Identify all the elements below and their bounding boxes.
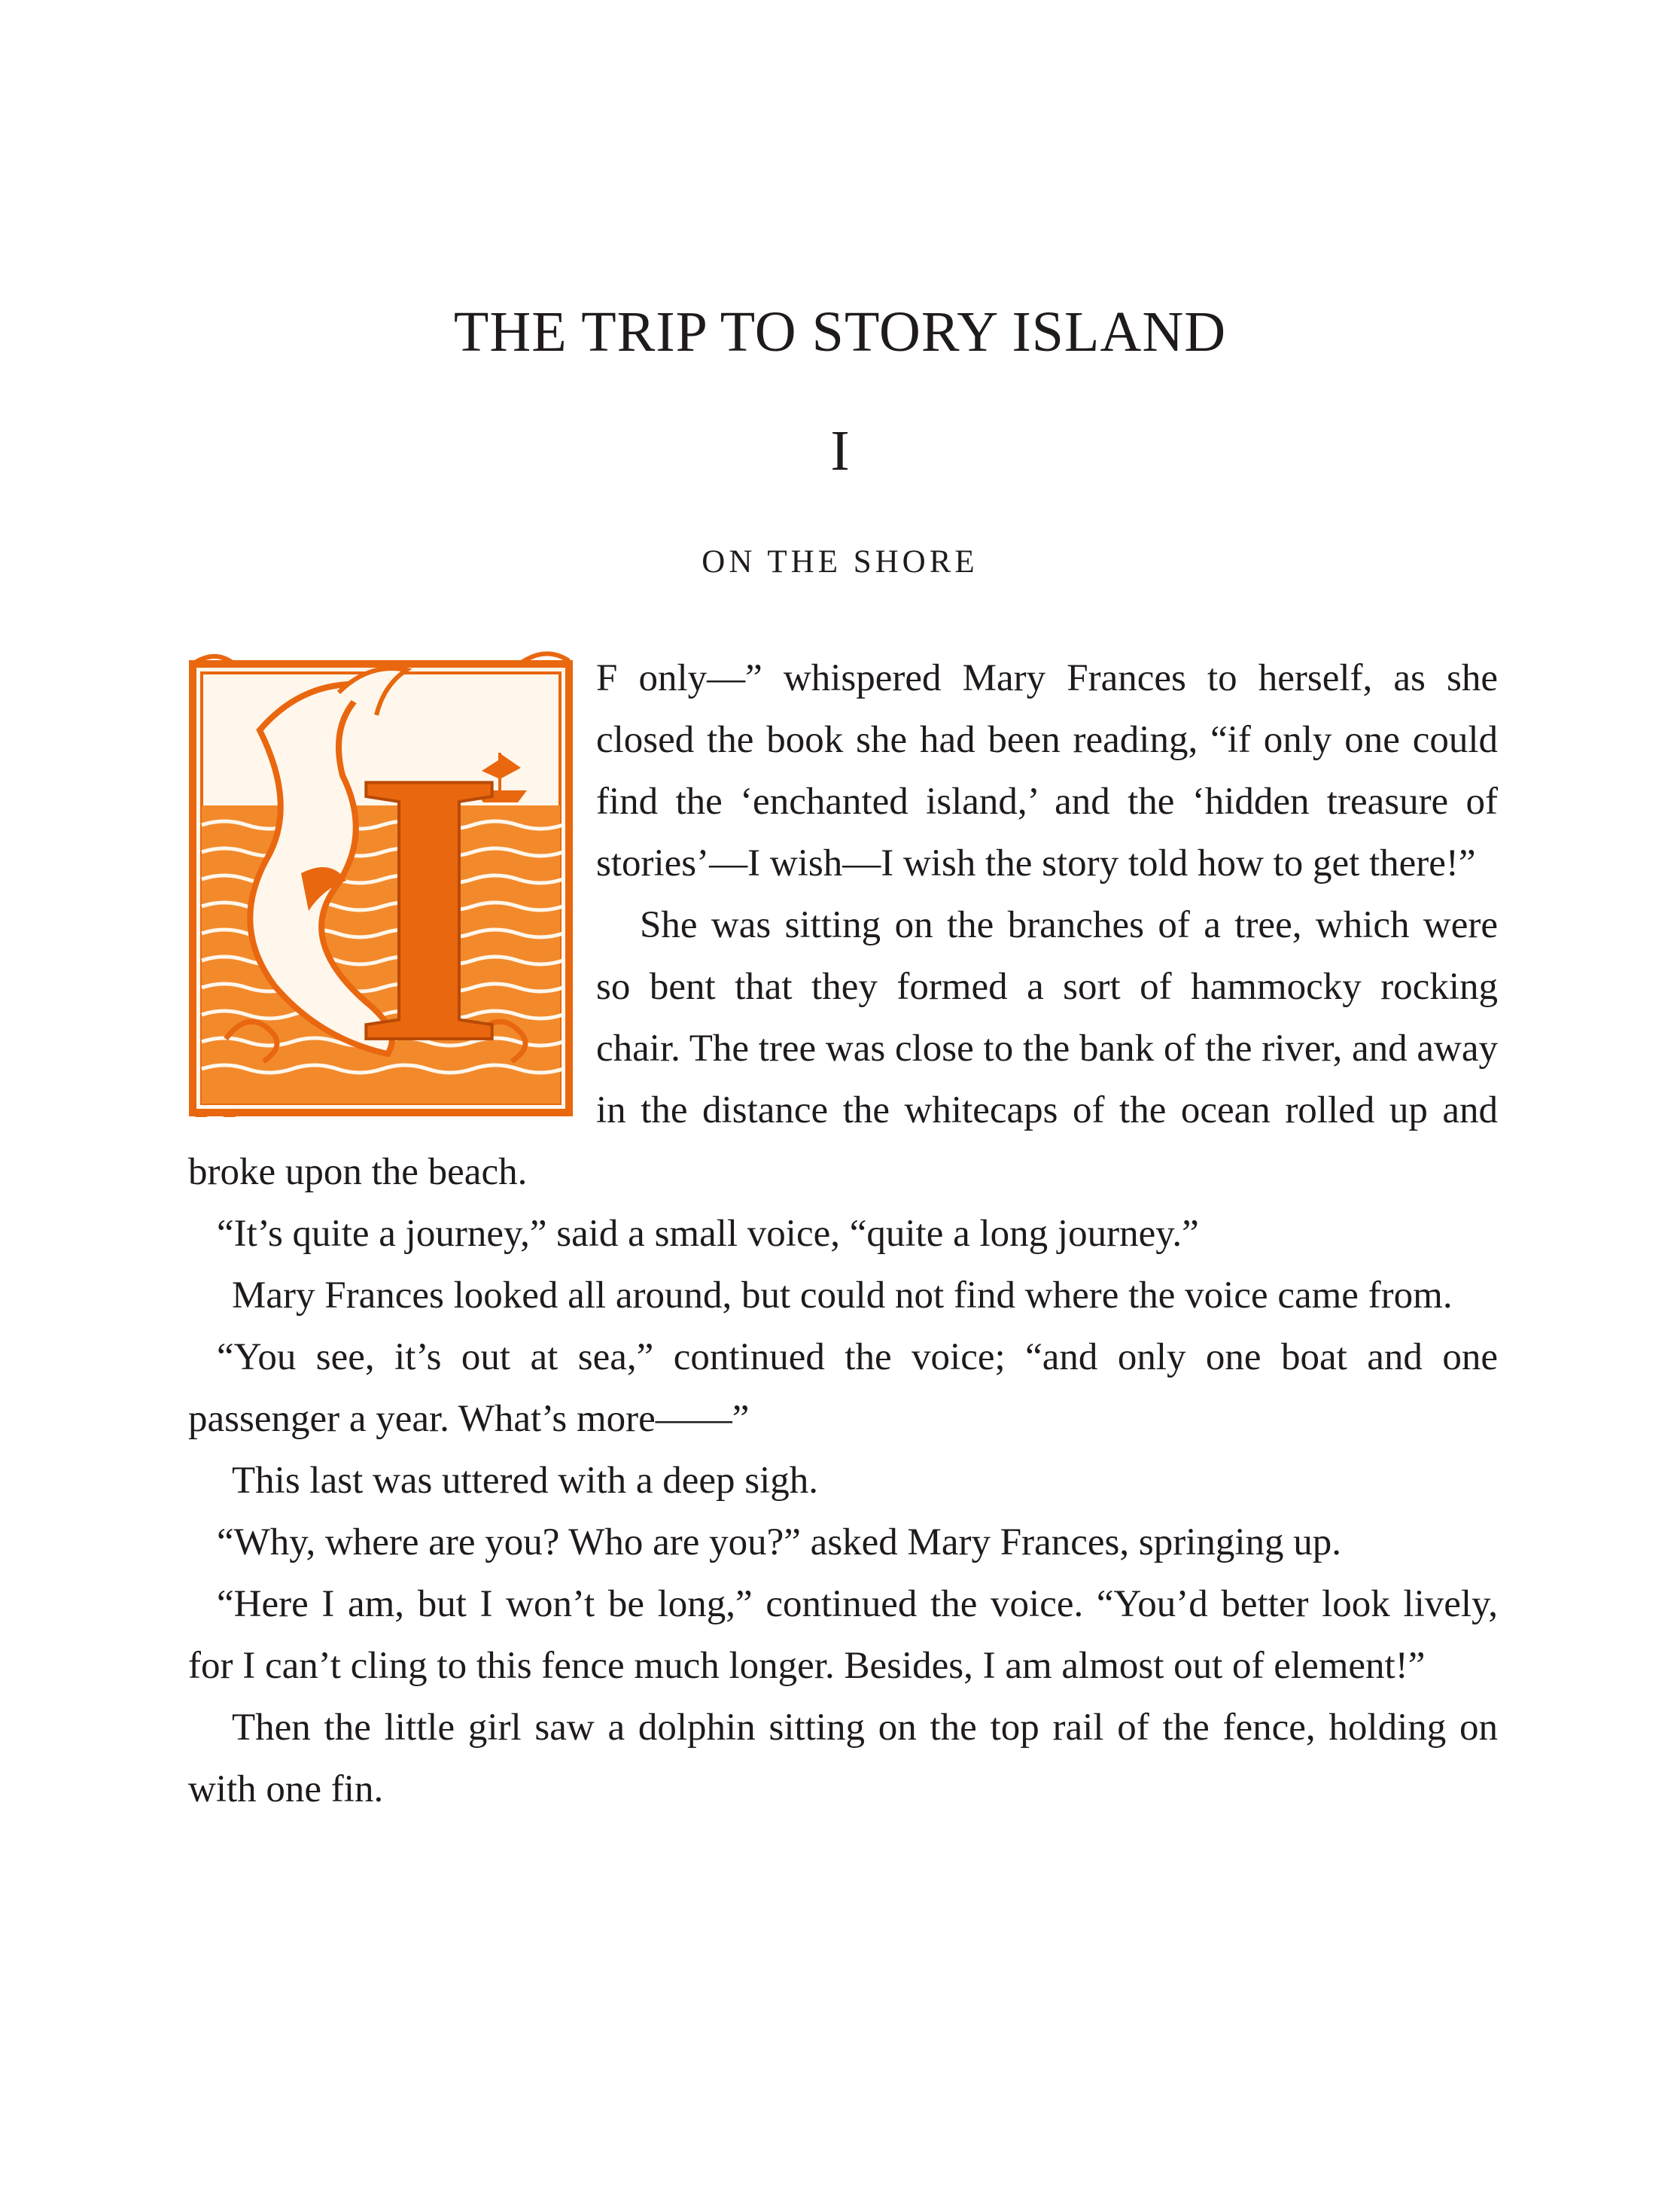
dolphin-drop-cap-image — [188, 647, 574, 1117]
drop-cap-illustration — [188, 647, 574, 1117]
paragraph-3: “It’s quite a journey,” said a small voice, “quite a long journey.” — [217, 1213, 1199, 1255]
chapter-text — [188, 647, 1498, 1820]
paragraph-8: “Here I am, but I won’t be long,” continued the voice. “You’d better look lively, for I can’t cling to this fence much longer. Besides, I am almost out of element!” — [188, 1583, 1498, 1687]
paragraph-7: “Why, where are you? Who are you?” asked Mary Frances, springing up. — [217, 1521, 1342, 1563]
paragraph-5: “You see, it’s out at sea,” continued the voice; “and only one boat and one passenger a year. What’s more——” — [188, 1336, 1498, 1440]
chapter-title: ON THE SHORE — [702, 544, 978, 580]
chapter-numeral: I — [830, 419, 850, 483]
book-title: THE TRIP TO STORY ISLAND — [453, 300, 1227, 364]
paragraph-2: She was sitting on the branches of a tree, which were so bent that they formed a sort of hammocky rocking chair. The tree was close to the bank of the river, and away in the distance the whitecaps of the ocean rolled up and broke upon the beach. — [188, 904, 1498, 1193]
drop-cap-letter: I — [352, 691, 506, 1117]
paragraph-1: F only—” whispered Mary Frances to herself, as she closed the book she had been reading, “if only one could find the ‘enchanted island,’ and the ‘hidden treasure of stories’—I wish—I wish the story told how to get there!” — [596, 657, 1498, 884]
paragraph-9: Then the little girl saw a dolphin sitting on the top rail of the fence, holding on with one fin. — [188, 1706, 1498, 1810]
paragraph-4: Mary Frances looked all around, but could not find where the voice came from. — [232, 1274, 1453, 1317]
paragraph-6: This last was uttered with a deep sigh. — [232, 1460, 818, 1502]
